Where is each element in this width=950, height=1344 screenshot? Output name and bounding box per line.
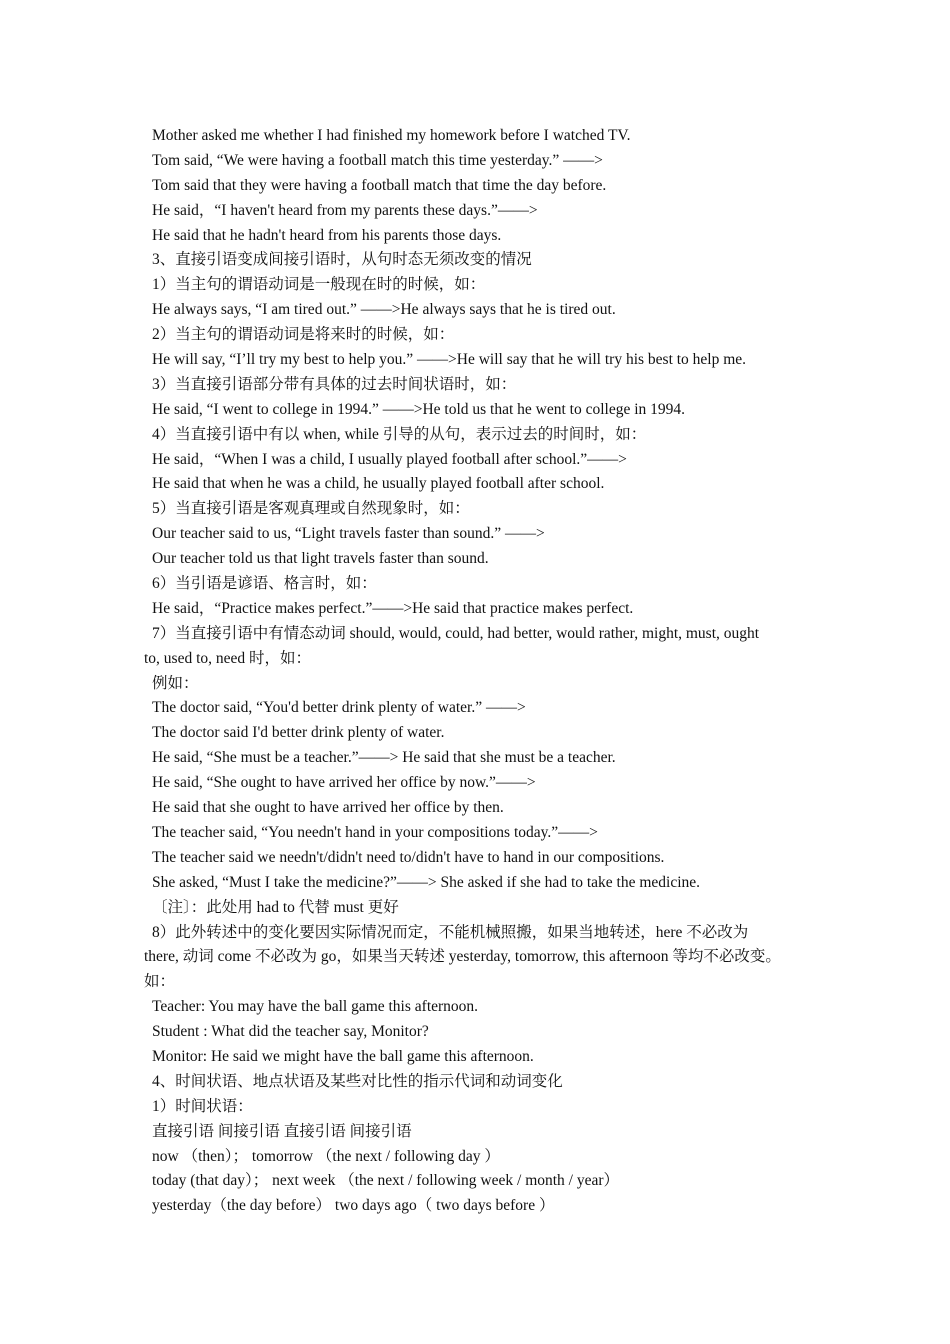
text-line: He said, “She must be a teacher.”——> He said that she must be a teacher.: [152, 749, 616, 767]
note-line: 〔注〕：此处用 had to 代替 must 更好: [152, 898, 399, 916]
text-line: He said, “I went to college in 1994.” ——>He told us that he went to college in 1994.: [152, 400, 686, 418]
document-body: [144, 124, 824, 1219]
text-line: yesterday（the day before） two days ago（ two days before ）: [152, 1197, 555, 1215]
text-line: Monitor: He said we might have the ball game this afternoon.: [152, 1047, 534, 1065]
rule-heading: 1）当主句的谓语动词是一般现在时的时候，如：: [152, 276, 486, 294]
text-line: He said，“Practice makes perfect.”——>He said that practice makes perfect.: [152, 599, 634, 617]
text-line: The teacher said we needn't/didn't need to/didn't have to hand in our compositions.: [152, 848, 665, 866]
table-header-line: 直接引语 间接引语 直接引语 间接引语: [152, 1122, 412, 1140]
rule-heading: 5）当直接引语是客观真理或自然现象时，如：: [152, 500, 470, 518]
text-line: He said that when he was a child, he usually played football after school.: [152, 475, 605, 493]
rule-heading: 7）当直接引语中有情态动词 should, would, could, had better, would rather, might, must, ought: [152, 624, 760, 642]
text-line: today (that day）； next week （the next / following week / month / year）: [152, 1172, 620, 1190]
section-heading: 3、直接引语变成间接引语时，从句时态无须改变的情况: [152, 251, 532, 269]
text-line: The doctor said I'd better drink plenty of water.: [152, 724, 445, 742]
text-line: Mother asked me whether I had finished my homework before I watched TV.: [152, 127, 631, 144]
text-line: He said that he hadn't heard from his parents those days.: [152, 226, 502, 244]
text-line: Tom said, “We were having a football match this time yesterday.” ——>: [152, 151, 603, 169]
text-line: Student : What did the teacher say, Monitor?: [152, 1023, 429, 1041]
text-line: Tom said that they were having a football match that time the day before.: [152, 176, 607, 194]
text-line: The doctor said, “You'd better drink plenty of water.” ——>: [152, 699, 526, 717]
text-line: Our teacher told us that light travels faster than sound.: [152, 550, 489, 568]
text-line: He said that she ought to have arrived her office by then.: [152, 799, 504, 817]
text-line: Teacher: You may have the ball game this afternoon.: [152, 998, 479, 1016]
rule-heading: 6）当引语是谚语、格言时，如：: [152, 575, 377, 593]
rule-heading-continued: 如：: [144, 973, 176, 991]
text-line: She asked, “Must I take the medicine?”——> She asked if she had to take the medicine.: [152, 873, 701, 891]
text-line: Our teacher said to us, “Light travels faster than sound.” ——>: [152, 525, 545, 543]
rule-heading: 1）时间状语：: [152, 1097, 253, 1115]
rule-heading: 8）此外转述中的变化要因实际情况而定，不能机械照搬，如果当地转述，here 不必改为: [152, 923, 749, 941]
rule-heading-continued: to, used to, need 时，如：: [144, 649, 312, 667]
rule-heading: 4）当直接引语中有以 when, while 引导的从句，表示过去的时间时，如：: [152, 425, 647, 443]
text-line: He said, “She ought to have arrived her office by now.”——>: [152, 774, 536, 792]
text-line: He always says, “I am tired out.” ——>He always says that he is tired out.: [152, 301, 616, 319]
text-line: 例如：: [152, 674, 199, 692]
rule-heading: 2）当主句的谓语动词是将来时的时候，如：: [152, 326, 455, 344]
text-line: He said，“When I was a child, I usually played football after school.”——>: [152, 450, 627, 468]
text-line: He said，“I haven't heard from my parents these days.”——>: [152, 201, 538, 219]
section-heading: 4、时间状语、地点状语及某些对比性的指示代词和动词变化: [152, 1072, 563, 1090]
text-line: now （then）； tomorrow （the next / following day ）: [152, 1147, 500, 1165]
rule-heading-continued: there, 动词 come 不必改为 go，如果当天转述 yesterday, tomorrow, this afternoon 等均不必改变。: [144, 948, 781, 966]
text-line: The teacher said, “You needn't hand in your compositions today.”——>: [152, 823, 598, 841]
rule-heading: 3）当直接引语部分带有具体的过去时间状语时，如：: [152, 375, 517, 393]
text-line: He will say, “I’ll try my best to help you.” ——>He will say that he will try his best to help me.: [152, 351, 747, 369]
